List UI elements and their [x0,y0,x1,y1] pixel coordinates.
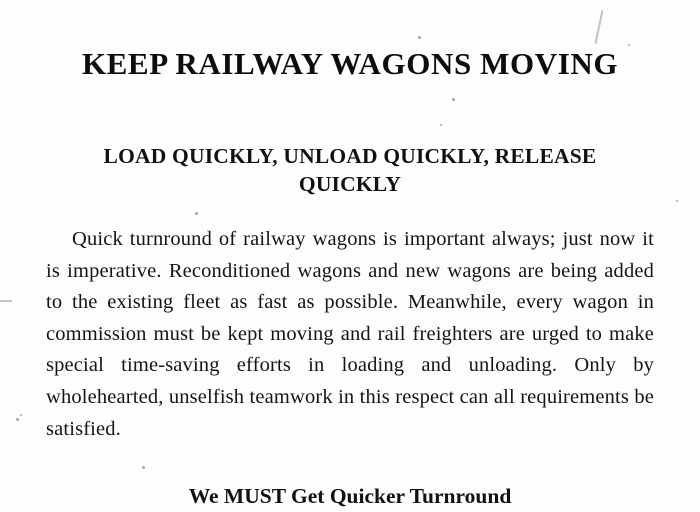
subheading-line-1: LOAD QUICKLY, UNLOAD QUICKLY, RELEASE [103,144,597,168]
page-title: KEEP RAILWAY WAGONS MOVING [81,46,619,81]
body-text [46,224,654,477]
body-paragraph: Quick turnround of railway wagons is important always; just now it is imperative. Reconditioned wagons and new wagons are being added to the existing fleet as fast as possible. Meanwhile, every wagon in commission must be kept moving and rail freighters are urged to make special time-saving efforts in loading and unloading. Only by wholehearted, unselfish teamwork in this respect can all requirements be satisfied. [46,228,654,440]
subheading [0,142,700,198]
subheading-line-2: QUICKLY [298,172,402,196]
closing-statement: We MUST Get Quicker Turnround [188,484,512,508]
